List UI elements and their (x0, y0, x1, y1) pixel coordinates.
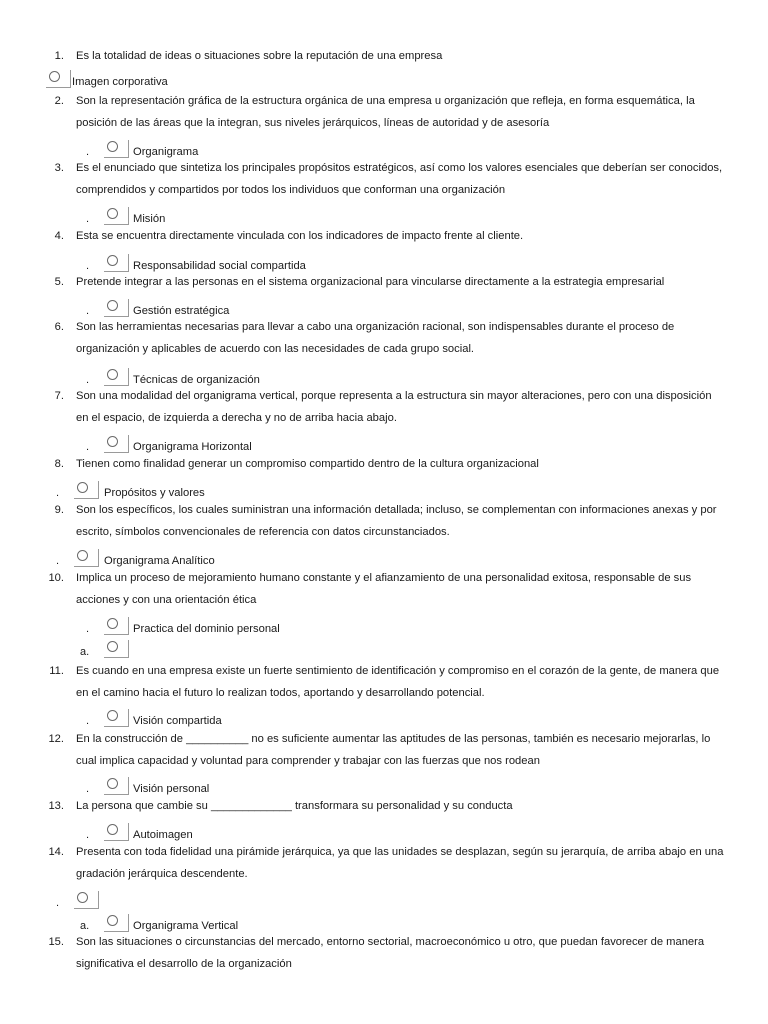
question-text: Son los específicos, los cuales suministran una información detallada; incluso, se complementan con informaciones anexas y por escrito, símbolos convencionales de referencia con datos circunstanciados. (76, 504, 717, 538)
radio-button-icon[interactable] (104, 140, 129, 158)
option-label[interactable]: Organigrama (133, 146, 199, 158)
question-text: La persona que cambie su _____________ transformara su personalidad y su conducta (76, 800, 513, 812)
question-text: Son una modalidad del organigrama vertical, porque representa a la estructura sin mayor alteraciones, pero con una disposición en el espacio, de izquierda a derecha y no de arriba hacia abajo. (76, 390, 712, 424)
radio-button-icon[interactable] (104, 640, 129, 658)
question-number: 3. (54, 162, 64, 174)
option-marker: . (86, 260, 90, 272)
option-label[interactable]: Técnicas de organización (133, 374, 260, 386)
option-label[interactable]: Organigrama Horizontal (133, 441, 252, 453)
radio-button-icon[interactable] (104, 617, 129, 635)
question-number: 6. (54, 321, 64, 333)
question-text: Son las herramientas necesarias para llevar a cabo una organización racional, son indispensables durante el proceso de organización y aplicables de acuerdo con las necesidades de cada grupo social. (76, 321, 675, 355)
option-label[interactable]: Gestión estratégica (133, 305, 230, 317)
question-number: 2. (54, 95, 64, 107)
option-marker: . (86, 305, 90, 317)
option-label[interactable]: Practica del dominio personal (133, 623, 280, 635)
option-label[interactable]: Responsabilidad social compartida (133, 260, 306, 272)
radio-button-icon[interactable] (74, 891, 99, 909)
radio-button-icon[interactable] (104, 777, 129, 795)
radio-button-icon[interactable] (104, 435, 129, 453)
option-marker: . (86, 783, 90, 795)
option-label[interactable]: Autoimagen (133, 829, 193, 841)
question-number: 5. (54, 276, 64, 288)
option-marker: . (86, 623, 90, 635)
question-number: 15. (48, 936, 64, 948)
option-label[interactable]: Propósitos y valores (104, 487, 205, 499)
option-marker: . (56, 487, 60, 499)
option-label[interactable]: Misión (133, 213, 166, 225)
question-text: Tienen como finalidad generar un compromiso compartido dentro de la cultura organizacional (76, 458, 539, 470)
radio-button-icon[interactable] (104, 254, 129, 272)
question-number: 9. (54, 504, 64, 516)
option-label[interactable]: Imagen corporativa (72, 76, 168, 88)
question-text: Es la totalidad de ideas o situaciones sobre la reputación de una empresa (76, 50, 443, 62)
question-text: En la construcción de __________ no es suficiente aumentar las aptitudes de las personas, también es necesario mejorarlas, lo cual implica capacidad y voluntad para comprender y trabajar con las fuerzas que nos rodean (76, 733, 711, 767)
radio-button-icon[interactable] (104, 914, 129, 932)
question-number: 4. (54, 230, 64, 242)
question-number: 10. (48, 572, 64, 584)
radio-button-icon[interactable] (104, 368, 129, 386)
question-text: Es el enunciado que sintetiza los principales propósitos estratégicos, así como los valores esenciales que deberían ser conocidos, comprendidos y compartidos por todos los individuos que conforman una organización (76, 162, 723, 196)
question-text: Son las situaciones o circunstancias del mercado, entorno sectorial, macroeconómico u otro, que puedan favorecer de manera significativa el desarrollo de la organización (76, 936, 705, 970)
question-text: Son la representación gráfica de la estructura orgánica de una empresa u organización que refleja, en forma esquemática, la posición de las áreas que la integran, sus niveles jerárquicos, líneas de autoridad y de asesoría (76, 95, 695, 129)
option-label[interactable]: Organigrama Analítico (104, 555, 215, 567)
question-text: Esta se encuentra directamente vinculada con los indicadores de impacto frente al cliente. (76, 230, 524, 242)
question-number: 7. (54, 390, 64, 402)
radio-button-icon[interactable] (74, 549, 99, 567)
radio-button-icon[interactable] (74, 481, 99, 499)
question-number: 12. (48, 733, 64, 745)
option-label[interactable]: Visión personal (133, 783, 210, 795)
option-marker: . (86, 213, 90, 225)
question-number: 1. (54, 50, 64, 62)
question-number: 11. (49, 665, 64, 677)
option-marker: . (86, 146, 90, 158)
radio-button-icon[interactable] (104, 207, 129, 225)
radio-button-icon[interactable] (46, 70, 71, 88)
question-number: 14. (48, 846, 64, 858)
option-marker: . (86, 374, 90, 386)
radio-button-icon[interactable] (104, 823, 129, 841)
option-label[interactable]: Organigrama Vertical (133, 920, 239, 932)
question-text: Pretende integrar a las personas en el sistema organizacional para vincularse directamente a la estrategia empresarial (76, 276, 665, 288)
option-marker: a. (80, 920, 90, 932)
question-text: Es cuando en una empresa existe un fuerte sentimiento de identificación y compromiso en el corazón de la gente, de manera que en el camino hacia el futuro lo realizan todos, aportando y desarrollando potencial. (76, 665, 720, 699)
option-marker: . (56, 897, 60, 909)
option-marker: . (56, 555, 60, 567)
question-number: 8. (54, 458, 64, 470)
answer-option[interactable] (0, 891, 768, 915)
option-marker: . (86, 829, 90, 841)
question-text: Presenta con toda fidelidad una pirámide jerárquica, ya que las unidades se desplazan, según su jerarquía, de arriba abajo en una gradación jerárquica descendente. (76, 846, 724, 880)
radio-button-icon[interactable] (104, 299, 129, 317)
question-text: Implica un proceso de mejoramiento humano constante y el afianzamiento de una personalidad exitosa, responsable de sus acciones y con una orientación ética (76, 572, 692, 606)
option-marker: . (86, 441, 90, 453)
question-number: 13. (48, 800, 64, 812)
radio-button-icon[interactable] (104, 709, 129, 727)
answer-option[interactable] (0, 617, 768, 641)
option-marker: a. (80, 646, 90, 658)
option-label[interactable]: Visión compartida (133, 715, 222, 727)
option-marker: . (86, 715, 90, 727)
